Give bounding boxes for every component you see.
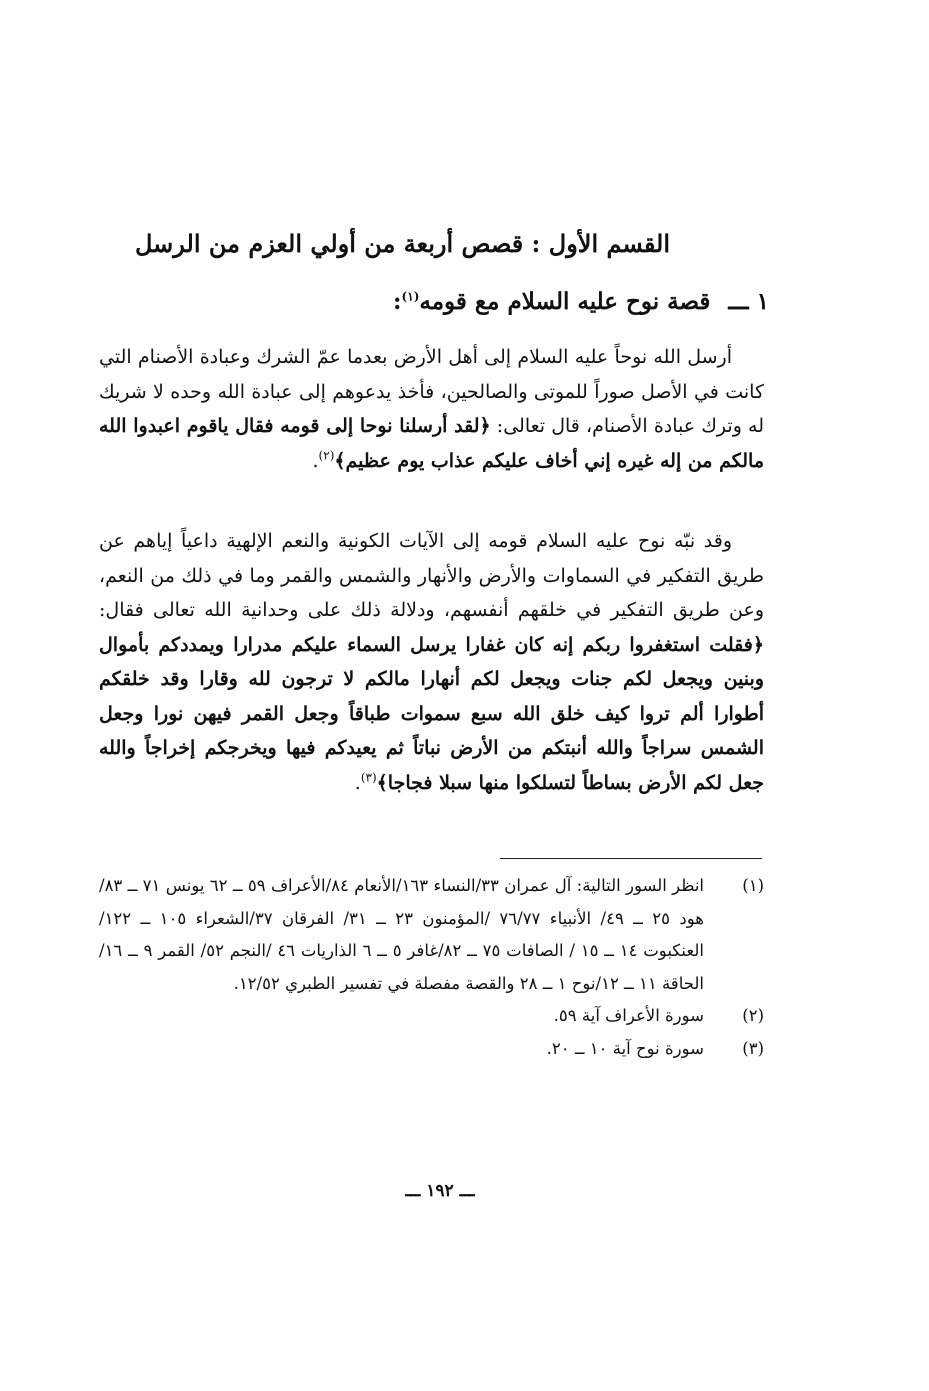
paragraph-1 [99, 340, 764, 478]
footnote-3 [99, 1033, 764, 1066]
paragraph-2-text: وقد نبّه نوح عليه السلام قومه إلى الآيات الكونية والنعم الإلهية داعياً إياهم عن طريق التفكير في السماوات والأرض والأنهار والشمس والقمر وما في ذلك من النعم، وعن طريق التفكير في خلقهم أنفسهم، ودلالة ذلك على وحدانية الله تعالى فقال: [99, 530, 764, 621]
footnote-number: (١) [742, 876, 764, 895]
footnote-ref-2: (٢) [318, 448, 335, 463]
footnote-2 [99, 1000, 764, 1033]
story-heading [269, 284, 769, 320]
story-title: قصة نوح عليه السلام مع قومه [419, 288, 711, 315]
paragraph-2-quran-verse: ﴿فقلت استغفروا ربكم إنه كان غفارا يرسل السماء عليكم مدرارا ويمددكم بأموال وبنين ويجعل لكم جنات ويجعل لكم أنهارا مالكم لا ترجون لله وقارا وقد خلقكم أطوارا ألم تروا كيف خلق الله سبع سموات طباقاً وجعل القمر فيهن نورا وجعل الشمس سراجاً والله أنبتكم من الأرض نباتاً ثم يعيدكم فيها ويخرجكم إخراجاً والله جعل لكم الأرض بساطاً لتسلكوا منها سبلا فجاجا﴾ [99, 633, 765, 794]
footnote-divider [500, 858, 762, 859]
story-number: ١ ـــ [728, 288, 769, 315]
footnote-text: انظر السور التالية: آل عمران ٣٣/النساء ١٦٣/الأنعام ٨٤/الأعراف ٥٩ ــ ٦٢ يونس ٧١ ــ ٨٣/هود ٢٥ ــ ٤٩/ الأنبياء ٧٦/٧٧ /المؤمنون ٢٣ ــ ٣١/ الفرقان ٣٧/الشعراء ١٠٥ ــ ١٢٢/ العنكبوت ١٤ ــ ١٥ / الصافات ٧٥ ــ ٨٢/غافر ٥ ــ ٦ الذاريات ٤٦ /النجم ٥٢/ القمر ٩ ــ ١٦/ الحاقة ١١ ــ ١٢/نوح ١ ــ ٢٨ والقصة مفصلة في تفسير الطبري ١٢/٥٢. [99, 876, 704, 993]
footnote-ref-3: (٣) [360, 770, 377, 785]
footnote-text: سورة نوح آية ١٠ ــ ٢٠. [546, 1038, 704, 1058]
story-title-colon: : [393, 288, 402, 315]
section-title: القسم الأول : قصص أربعة من أولي العزم من الرسل [134, 229, 670, 258]
page-number: ـــ ١٩٢ ـــ [405, 1181, 475, 1201]
footnote-ref-1: (١) [401, 289, 420, 304]
footnotes [99, 870, 764, 1065]
footnote-number: (٣) [742, 1038, 764, 1058]
paragraph-1-quran-verse: ﴿لقد أرسلنا نوحا إلى قومه فقال ياقوم اعبدوا الله مالكم من إله غيره إني أخاف عليكم عذاب يوم عظيم﴾ [99, 415, 764, 472]
paragraph-2-end: . [354, 771, 361, 794]
paragraph-1-text: أرسل الله نوحاً عليه السلام إلى أهل الأرض بعدما عمّ الشرك وعبادة الأصنام التي كانت في الأصل صوراً للموتى والصالحين، فأخذ يدعوهم إلى عبادة الله وحده لا شريك له وترك عبادة الأصنام، قال تعالى: [99, 346, 764, 437]
paragraph-2 [99, 524, 764, 800]
footnote-number: (٢) [742, 1006, 764, 1025]
footnote-1 [99, 870, 764, 1000]
footnote-text: سورة الأعراف آية ٥٩. [553, 1006, 704, 1025]
paragraph-1-end: . [312, 449, 319, 472]
